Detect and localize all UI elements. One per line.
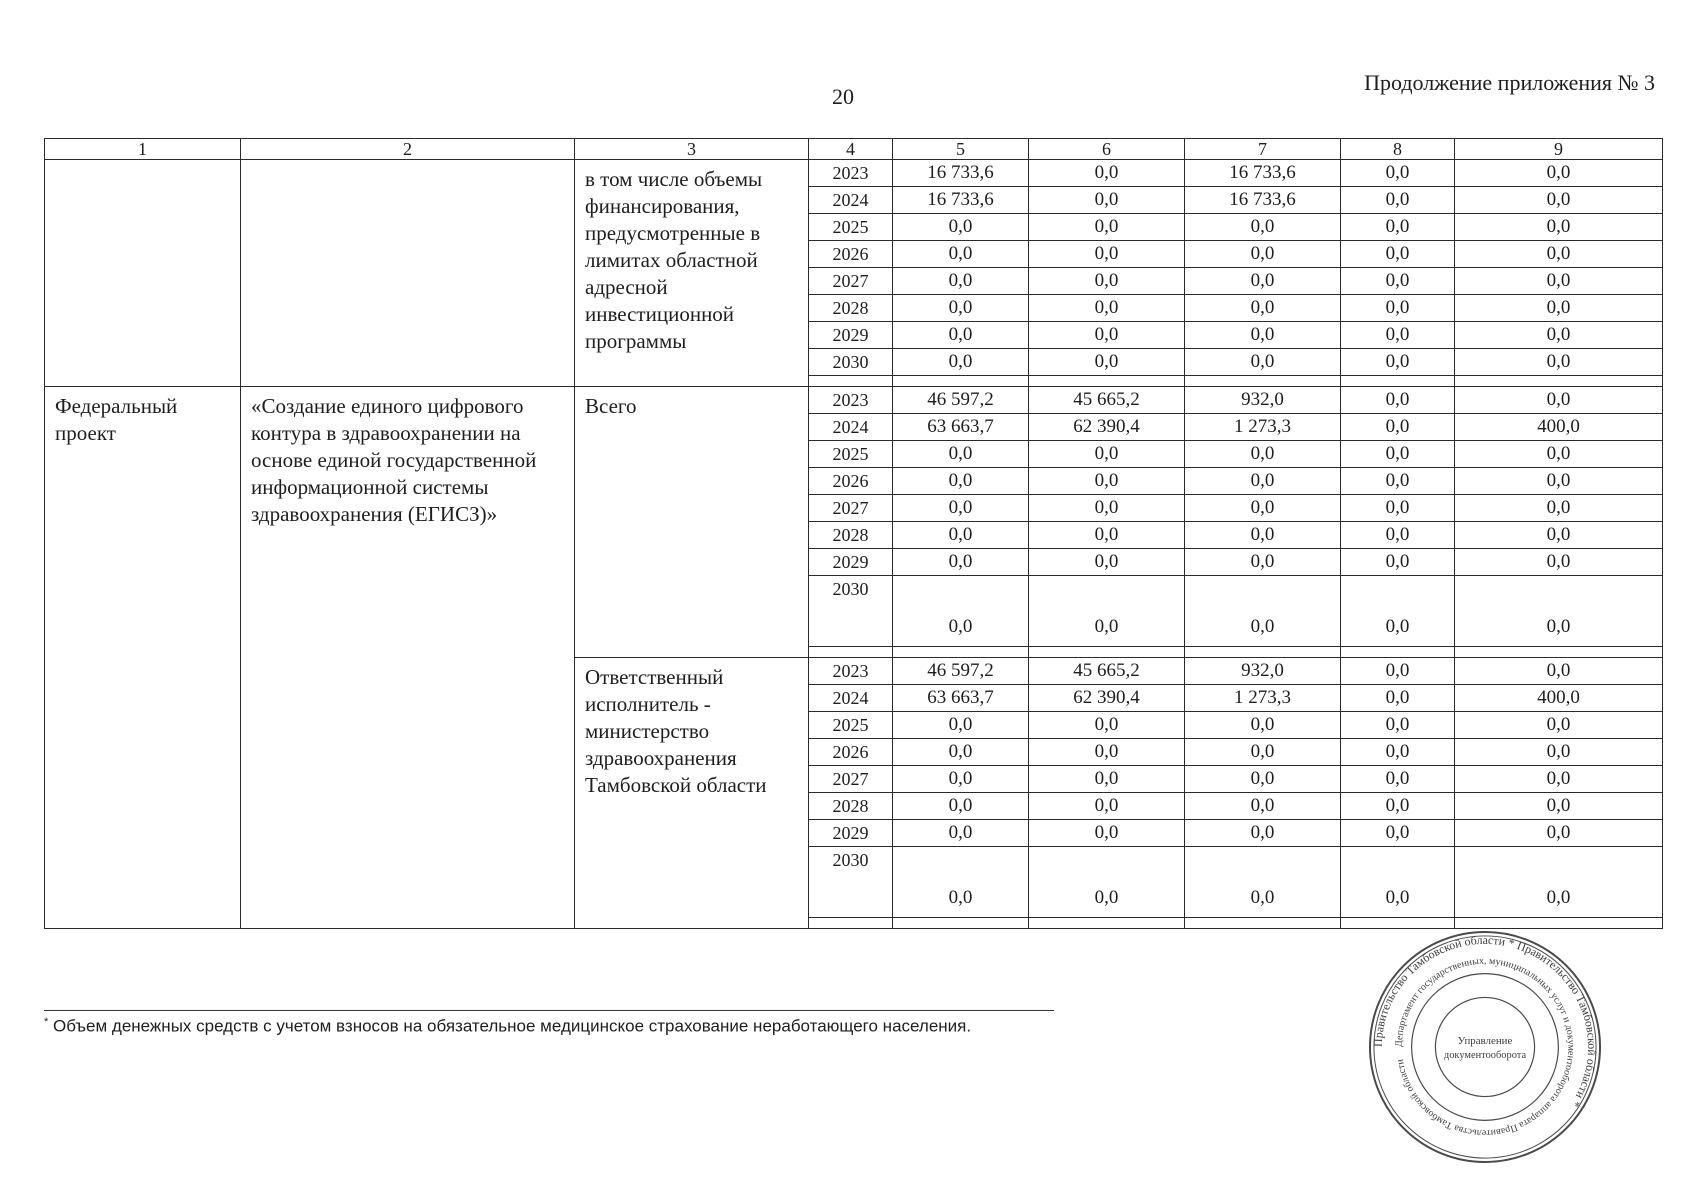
amount-cell: 0,0 bbox=[1185, 468, 1341, 495]
amount-cell: 0,0 bbox=[1185, 441, 1341, 468]
project-name-cell: «Создание единого цифрового контура в здравоохранении на основе единой государственной информационной системы здравоохранения (ЕГИСЗ)» bbox=[241, 387, 575, 929]
amount-cell: 0,0 bbox=[1341, 468, 1455, 495]
amount-cell: 62 390,4 bbox=[1029, 414, 1185, 441]
amount-cell: 0,0 bbox=[1185, 739, 1341, 766]
amount-cell: 0,0 bbox=[1185, 522, 1341, 549]
year-cell: 2026 bbox=[809, 739, 893, 766]
seal-inner-ring-text: Департамент государственных, муниципальных услуг и документооборота аппарата Правительства Тамбовской области bbox=[1393, 955, 1577, 1139]
amount-cell: 0,0 bbox=[1029, 522, 1185, 549]
amount-cell: 0,0 bbox=[1341, 739, 1455, 766]
amount-cell: 0,0 bbox=[1341, 160, 1455, 187]
amount-cell: 0,0 bbox=[1029, 793, 1185, 820]
amount-cell: 0,0 bbox=[1341, 495, 1455, 522]
amount-cell: 0,0 bbox=[893, 522, 1029, 549]
year-cell: 2024 bbox=[809, 187, 893, 214]
footnote bbox=[44, 1016, 971, 1037]
year-cell: 2025 bbox=[809, 214, 893, 241]
column-number-row bbox=[45, 139, 1663, 160]
amount-cell: 0,0 bbox=[893, 847, 1029, 918]
amount-cell: 0,0 bbox=[1341, 820, 1455, 847]
amount-cell: 0,0 bbox=[893, 549, 1029, 576]
amount-cell: 1 273,3 bbox=[1185, 414, 1341, 441]
amount-cell: 63 663,7 bbox=[893, 414, 1029, 441]
spacer-cell bbox=[1341, 647, 1455, 658]
amount-cell: 0,0 bbox=[1455, 820, 1663, 847]
column-number-header: 4 bbox=[809, 139, 893, 160]
year-cell: 2030 bbox=[809, 349, 893, 376]
amount-cell: 0,0 bbox=[1455, 468, 1663, 495]
year-cell: 2026 bbox=[809, 241, 893, 268]
spacer-cell bbox=[893, 918, 1029, 929]
amount-cell: 0,0 bbox=[1029, 160, 1185, 187]
amount-cell: 16 733,6 bbox=[1185, 187, 1341, 214]
footnote-text: Объем денежных средств с учетом взносов на обязательное медицинское страхование неработающего населения. bbox=[53, 1016, 972, 1036]
page-number: 20 bbox=[832, 84, 854, 109]
amount-cell: 0,0 bbox=[1341, 441, 1455, 468]
amount-cell: 16 733,6 bbox=[893, 160, 1029, 187]
amount-cell: 0,0 bbox=[1185, 793, 1341, 820]
amount-cell: 0,0 bbox=[1185, 214, 1341, 241]
amount-cell: 0,0 bbox=[1455, 549, 1663, 576]
year-cell: 2027 bbox=[809, 766, 893, 793]
project-name-cell bbox=[241, 160, 575, 387]
amount-cell: 0,0 bbox=[893, 576, 1029, 647]
spacer-cell bbox=[1185, 647, 1341, 658]
amount-cell: 0,0 bbox=[1029, 468, 1185, 495]
amount-cell: 932,0 bbox=[1185, 387, 1341, 414]
amount-cell: 0,0 bbox=[1185, 576, 1341, 647]
spacer-cell bbox=[893, 376, 1029, 387]
year-cell: 2027 bbox=[809, 268, 893, 295]
amount-cell: 0,0 bbox=[1455, 241, 1663, 268]
year-cell: 2023 bbox=[809, 160, 893, 187]
amount-cell: 0,0 bbox=[1455, 295, 1663, 322]
amount-cell: 0,0 bbox=[1185, 349, 1341, 376]
amount-cell: 0,0 bbox=[1029, 820, 1185, 847]
amount-cell: 0,0 bbox=[1029, 766, 1185, 793]
spacer-cell bbox=[1185, 918, 1341, 929]
project-type-cell: Федеральный проект bbox=[45, 387, 241, 929]
year-cell: 2024 bbox=[809, 414, 893, 441]
column-number-header: 7 bbox=[1185, 139, 1341, 160]
spacer-cell bbox=[809, 376, 893, 387]
amount-cell: 0,0 bbox=[1185, 712, 1341, 739]
amount-cell: 0,0 bbox=[1455, 793, 1663, 820]
amount-cell: 0,0 bbox=[1029, 322, 1185, 349]
year-cell: 2028 bbox=[809, 793, 893, 820]
amount-cell: 0,0 bbox=[1029, 441, 1185, 468]
spacer-cell bbox=[809, 918, 893, 929]
amount-cell: 0,0 bbox=[893, 712, 1029, 739]
amount-cell: 0,0 bbox=[893, 214, 1029, 241]
column-number-header: 6 bbox=[1029, 139, 1185, 160]
amount-cell: 0,0 bbox=[1455, 739, 1663, 766]
seal-center-line2: документооборота bbox=[1443, 1049, 1527, 1061]
funding-source-cell: Ответственный исполнитель - министерство здравоохранения Тамбовской области bbox=[575, 658, 809, 929]
spacer-cell bbox=[1455, 647, 1663, 658]
footnote-marker: * bbox=[44, 1016, 49, 1028]
table-row bbox=[45, 387, 1663, 414]
column-number-header: 8 bbox=[1341, 139, 1455, 160]
column-number-header: 9 bbox=[1455, 139, 1663, 160]
amount-cell: 0,0 bbox=[1185, 766, 1341, 793]
amount-cell: 0,0 bbox=[1029, 712, 1185, 739]
amount-cell: 0,0 bbox=[1341, 414, 1455, 441]
amount-cell: 0,0 bbox=[1029, 268, 1185, 295]
amount-cell: 0,0 bbox=[893, 268, 1029, 295]
year-cell: 2029 bbox=[809, 322, 893, 349]
amount-cell: 0,0 bbox=[1455, 441, 1663, 468]
year-cell: 2024 bbox=[809, 685, 893, 712]
amount-cell: 1 273,3 bbox=[1185, 685, 1341, 712]
amount-cell: 0,0 bbox=[1341, 685, 1455, 712]
funding-source-cell: Всего bbox=[575, 387, 809, 658]
amount-cell: 0,0 bbox=[1455, 712, 1663, 739]
amount-cell: 0,0 bbox=[1341, 766, 1455, 793]
amount-cell: 0,0 bbox=[1341, 322, 1455, 349]
year-cell: 2029 bbox=[809, 820, 893, 847]
spacer-cell bbox=[1455, 918, 1663, 929]
amount-cell: 0,0 bbox=[1029, 847, 1185, 918]
amount-cell: 0,0 bbox=[1341, 658, 1455, 685]
amount-cell: 0,0 bbox=[893, 468, 1029, 495]
year-cell: 2026 bbox=[809, 468, 893, 495]
amount-cell: 0,0 bbox=[1455, 214, 1663, 241]
spacer-cell bbox=[1341, 376, 1455, 387]
amount-cell: 0,0 bbox=[893, 295, 1029, 322]
amount-cell: 0,0 bbox=[893, 322, 1029, 349]
year-cell: 2023 bbox=[809, 387, 893, 414]
amount-cell: 0,0 bbox=[1029, 576, 1185, 647]
amount-cell: 0,0 bbox=[1341, 387, 1455, 414]
table-row bbox=[45, 160, 1663, 187]
spacer-cell bbox=[809, 647, 893, 658]
amount-cell: 0,0 bbox=[1029, 187, 1185, 214]
amount-cell: 0,0 bbox=[1341, 349, 1455, 376]
amount-cell: 0,0 bbox=[1029, 295, 1185, 322]
amount-cell: 0,0 bbox=[893, 820, 1029, 847]
amount-cell: 0,0 bbox=[1341, 576, 1455, 647]
appendix-continuation: Продолжение приложения № 3 bbox=[1364, 70, 1655, 95]
amount-cell: 0,0 bbox=[1341, 847, 1455, 918]
amount-cell: 0,0 bbox=[1341, 268, 1455, 295]
amount-cell: 0,0 bbox=[1029, 739, 1185, 766]
amount-cell: 62 390,4 bbox=[1029, 685, 1185, 712]
amount-cell: 0,0 bbox=[1341, 187, 1455, 214]
amount-cell: 0,0 bbox=[1185, 322, 1341, 349]
year-cell: 2030 bbox=[809, 847, 893, 918]
spacer-cell bbox=[893, 647, 1029, 658]
amount-cell: 45 665,2 bbox=[1029, 387, 1185, 414]
amount-cell: 0,0 bbox=[1455, 387, 1663, 414]
amount-cell: 0,0 bbox=[1341, 241, 1455, 268]
amount-cell: 0,0 bbox=[1341, 214, 1455, 241]
amount-cell: 63 663,7 bbox=[893, 685, 1029, 712]
project-type-cell bbox=[45, 160, 241, 387]
amount-cell: 0,0 bbox=[1455, 658, 1663, 685]
column-number-header: 1 bbox=[45, 139, 241, 160]
amount-cell: 0,0 bbox=[1185, 268, 1341, 295]
amount-cell: 0,0 bbox=[893, 766, 1029, 793]
amount-cell: 0,0 bbox=[1029, 241, 1185, 268]
amount-cell: 0,0 bbox=[1341, 522, 1455, 549]
financing-table bbox=[44, 138, 1663, 929]
amount-cell: 0,0 bbox=[1029, 214, 1185, 241]
amount-cell: 46 597,2 bbox=[893, 658, 1029, 685]
amount-cell: 932,0 bbox=[1185, 658, 1341, 685]
amount-cell: 0,0 bbox=[1185, 549, 1341, 576]
column-number-header: 3 bbox=[575, 139, 809, 160]
amount-cell: 0,0 bbox=[1185, 495, 1341, 522]
amount-cell: 400,0 bbox=[1455, 685, 1663, 712]
amount-cell: 0,0 bbox=[1029, 495, 1185, 522]
amount-cell: 0,0 bbox=[1455, 322, 1663, 349]
footnote-divider bbox=[44, 1010, 1054, 1011]
official-seal-stamp bbox=[1366, 928, 1604, 1166]
year-cell: 2027 bbox=[809, 495, 893, 522]
year-cell: 2025 bbox=[809, 712, 893, 739]
amount-cell: 45 665,2 bbox=[1029, 658, 1185, 685]
amount-cell: 0,0 bbox=[893, 349, 1029, 376]
spacer-cell bbox=[1029, 376, 1185, 387]
amount-cell: 0,0 bbox=[893, 441, 1029, 468]
column-number-header: 5 bbox=[893, 139, 1029, 160]
amount-cell: 0,0 bbox=[893, 241, 1029, 268]
amount-cell: 0,0 bbox=[1341, 549, 1455, 576]
seal-center-line1: Управление bbox=[1457, 1035, 1513, 1048]
amount-cell: 400,0 bbox=[1455, 414, 1663, 441]
amount-cell: 0,0 bbox=[1455, 576, 1663, 647]
amount-cell: 0,0 bbox=[1341, 712, 1455, 739]
year-cell: 2029 bbox=[809, 549, 893, 576]
amount-cell: 0,0 bbox=[1455, 349, 1663, 376]
amount-cell: 0,0 bbox=[1455, 766, 1663, 793]
amount-cell: 0,0 bbox=[893, 495, 1029, 522]
year-cell: 2025 bbox=[809, 441, 893, 468]
amount-cell: 0,0 bbox=[1341, 295, 1455, 322]
amount-cell: 0,0 bbox=[1029, 549, 1185, 576]
funding-source-cell: в том числе объемы финансирования, предусмотренные в лимитах областной адресной инвестиционной программы bbox=[575, 160, 809, 387]
amount-cell: 0,0 bbox=[1455, 522, 1663, 549]
amount-cell: 0,0 bbox=[1455, 495, 1663, 522]
amount-cell: 0,0 bbox=[1455, 160, 1663, 187]
amount-cell: 46 597,2 bbox=[893, 387, 1029, 414]
spacer-cell bbox=[1341, 918, 1455, 929]
spacer-cell bbox=[1455, 376, 1663, 387]
amount-cell: 0,0 bbox=[1185, 820, 1341, 847]
amount-cell: 0,0 bbox=[893, 739, 1029, 766]
year-cell: 2030 bbox=[809, 576, 893, 647]
spacer-cell bbox=[1185, 376, 1341, 387]
spacer-cell bbox=[1029, 918, 1185, 929]
amount-cell: 0,0 bbox=[1455, 847, 1663, 918]
spacer-cell bbox=[1029, 647, 1185, 658]
amount-cell: 16 733,6 bbox=[893, 187, 1029, 214]
column-number-header: 2 bbox=[241, 139, 575, 160]
year-cell: 2028 bbox=[809, 295, 893, 322]
year-cell: 2023 bbox=[809, 658, 893, 685]
amount-cell: 16 733,6 bbox=[1185, 160, 1341, 187]
amount-cell: 0,0 bbox=[1455, 187, 1663, 214]
amount-cell: 0,0 bbox=[893, 793, 1029, 820]
amount-cell: 0,0 bbox=[1455, 268, 1663, 295]
amount-cell: 0,0 bbox=[1185, 241, 1341, 268]
year-cell: 2028 bbox=[809, 522, 893, 549]
amount-cell: 0,0 bbox=[1185, 295, 1341, 322]
amount-cell: 0,0 bbox=[1029, 349, 1185, 376]
amount-cell: 0,0 bbox=[1341, 793, 1455, 820]
seal-outer-ring-text: Правительство Тамбовской области * Правительство Тамбовской области * bbox=[1370, 932, 1600, 1110]
amount-cell: 0,0 bbox=[1185, 847, 1341, 918]
